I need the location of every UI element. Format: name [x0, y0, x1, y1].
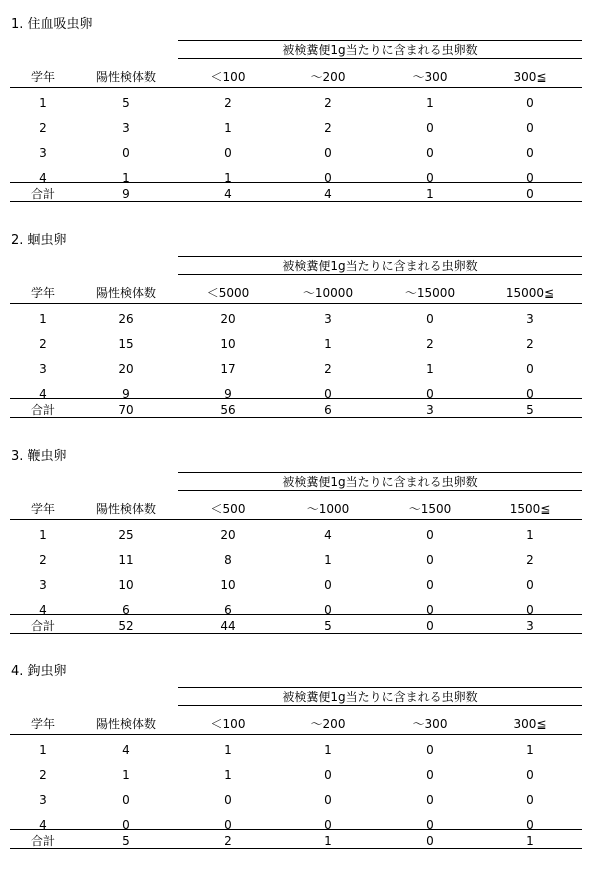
count-cell: 0: [122, 793, 130, 807]
total-cell: 3: [526, 619, 534, 633]
table-bottom-rule: [10, 848, 582, 849]
count-cell: 5: [122, 96, 130, 110]
total-cell: 0: [426, 834, 434, 848]
count-cell: 0: [224, 793, 232, 807]
count-cell: 2: [324, 121, 332, 135]
total-cell: 6: [324, 403, 332, 417]
total-cell: 44: [220, 619, 236, 633]
count-cell: 0: [426, 578, 434, 592]
count-cell: 0: [324, 818, 332, 832]
total-rule: [10, 182, 582, 183]
total-cell: 4: [224, 187, 232, 201]
count-cell: 20: [220, 312, 236, 326]
total-cell: 3: [426, 403, 434, 417]
egg-table-section: [0, 653, 592, 853]
count-cell: 11: [118, 553, 134, 567]
count-cell: 0: [426, 528, 434, 542]
grade-cell: 4: [39, 171, 47, 185]
count-cell: 0: [526, 603, 534, 617]
egg-table-section: [0, 6, 592, 206]
grade-cell: 2: [39, 121, 47, 135]
total-cell: 1: [324, 834, 332, 848]
count-cell: 0: [426, 146, 434, 160]
range-column-header: 15000≦: [505, 286, 555, 300]
total-label: 合計: [30, 403, 55, 417]
grade-cell: 1: [39, 528, 47, 542]
total-cell: 1: [426, 187, 434, 201]
header-rule: [10, 87, 582, 88]
grade-cell: 4: [39, 387, 47, 401]
range-column-header: ～1000: [306, 502, 350, 516]
grade-cell: 3: [39, 793, 47, 807]
count-cell: 0: [426, 553, 434, 567]
span-header-top-rule: [178, 256, 582, 257]
count-cell: 1: [324, 337, 332, 351]
count-cell: 1: [122, 171, 130, 185]
count-cell: 20: [118, 362, 134, 376]
span-header-top-rule: [178, 687, 582, 688]
span-header-label: 被検糞便1g当たりに含まれる虫卵数: [282, 259, 478, 273]
span-header-rule: [178, 490, 582, 491]
count-cell: 0: [324, 171, 332, 185]
header-rule: [10, 734, 582, 735]
table-bottom-rule: [10, 633, 582, 634]
count-cell: 0: [224, 146, 232, 160]
count-cell: 3: [122, 121, 130, 135]
section-title: 2. 蛔虫卵: [11, 233, 67, 248]
range-column-header: ～1500: [408, 502, 452, 516]
count-cell: 0: [426, 387, 434, 401]
span-header-rule: [178, 58, 582, 59]
count-cell: 0: [224, 818, 232, 832]
range-column-header: ＜5000: [206, 286, 250, 300]
count-cell: 0: [526, 578, 534, 592]
count-cell: 0: [324, 578, 332, 592]
total-label: 合計: [30, 619, 55, 633]
grade-column-header: 学年: [30, 286, 55, 300]
count-cell: 1: [122, 768, 130, 782]
grade-cell: 3: [39, 578, 47, 592]
header-rule: [10, 303, 582, 304]
grade-cell: 2: [39, 553, 47, 567]
range-column-header: ＜500: [210, 502, 246, 516]
count-cell: 0: [324, 146, 332, 160]
count-cell: 0: [426, 818, 434, 832]
total-cell: 0: [526, 187, 534, 201]
count-cell: 15: [118, 337, 134, 351]
count-cell: 3: [526, 312, 534, 326]
count-cell: 0: [526, 121, 534, 135]
count-cell: 8: [224, 553, 232, 567]
count-cell: 0: [122, 818, 130, 832]
count-cell: 1: [324, 553, 332, 567]
count-cell: 1: [526, 743, 534, 757]
span-header-top-rule: [178, 472, 582, 473]
span-header-label: 被検糞便1g当たりに含まれる虫卵数: [282, 475, 478, 489]
count-cell: 4: [122, 743, 130, 757]
count-cell: 1: [426, 96, 434, 110]
range-column-header: 300≦: [513, 717, 547, 731]
count-cell: 6: [224, 603, 232, 617]
count-cell: 0: [426, 743, 434, 757]
header-rule: [10, 519, 582, 520]
total-cell: 0: [426, 619, 434, 633]
count-cell: 0: [526, 362, 534, 376]
count-cell: 9: [122, 387, 130, 401]
count-cell: 2: [224, 96, 232, 110]
range-column-header: ＜100: [210, 70, 246, 84]
span-header-label: 被検糞便1g当たりに含まれる虫卵数: [282, 690, 478, 704]
range-column-header: ～300: [412, 717, 448, 731]
positive-count-column-header: 陽性検体数: [95, 70, 156, 84]
range-column-header: ＜100: [210, 717, 246, 731]
count-cell: 1: [224, 743, 232, 757]
grade-cell: 2: [39, 337, 47, 351]
section-title: 3. 鞭虫卵: [11, 449, 67, 464]
grade-cell: 1: [39, 743, 47, 757]
count-cell: 1: [224, 171, 232, 185]
grade-column-header: 学年: [30, 70, 55, 84]
total-cell: 1: [526, 834, 534, 848]
count-cell: 1: [224, 121, 232, 135]
count-cell: 1: [426, 362, 434, 376]
grade-cell: 1: [39, 312, 47, 326]
count-cell: 0: [526, 387, 534, 401]
count-cell: 4: [324, 528, 332, 542]
total-cell: 9: [122, 187, 130, 201]
range-column-header: ～200: [310, 717, 346, 731]
total-label: 合計: [30, 834, 55, 848]
grade-column-header: 学年: [30, 717, 55, 731]
count-cell: 0: [526, 818, 534, 832]
grade-cell: 4: [39, 818, 47, 832]
positive-count-column-header: 陽性検体数: [95, 502, 156, 516]
range-column-header: ～15000: [404, 286, 456, 300]
count-cell: 0: [526, 171, 534, 185]
range-column-header: 1500≦: [509, 502, 551, 516]
count-cell: 6: [122, 603, 130, 617]
count-cell: 0: [324, 387, 332, 401]
count-cell: 0: [324, 603, 332, 617]
count-cell: 17: [220, 362, 236, 376]
count-cell: 2: [426, 337, 434, 351]
count-cell: 3: [324, 312, 332, 326]
count-cell: 9: [224, 387, 232, 401]
count-cell: 0: [526, 793, 534, 807]
count-cell: 2: [526, 553, 534, 567]
total-cell: 52: [118, 619, 134, 633]
range-column-header: ～300: [412, 70, 448, 84]
count-cell: 10: [220, 337, 236, 351]
count-cell: 1: [526, 528, 534, 542]
total-cell: 4: [324, 187, 332, 201]
count-cell: 0: [526, 768, 534, 782]
table-bottom-rule: [10, 417, 582, 418]
span-header-rule: [178, 705, 582, 706]
grade-cell: 3: [39, 146, 47, 160]
count-cell: 0: [426, 121, 434, 135]
span-header-rule: [178, 274, 582, 275]
count-cell: 0: [426, 171, 434, 185]
count-cell: 26: [118, 312, 134, 326]
total-rule: [10, 829, 582, 830]
count-cell: 0: [122, 146, 130, 160]
span-header-top-rule: [178, 40, 582, 41]
span-header-label: 被検糞便1g当たりに含まれる虫卵数: [282, 43, 478, 57]
grade-cell: 3: [39, 362, 47, 376]
grade-cell: 2: [39, 768, 47, 782]
total-rule: [10, 398, 582, 399]
total-cell: 56: [220, 403, 236, 417]
count-cell: 0: [526, 96, 534, 110]
count-cell: 1: [324, 743, 332, 757]
grade-column-header: 学年: [30, 502, 55, 516]
total-cell: 5: [122, 834, 130, 848]
count-cell: 0: [324, 768, 332, 782]
count-cell: 25: [118, 528, 134, 542]
total-cell: 2: [224, 834, 232, 848]
range-column-header: 300≦: [513, 70, 547, 84]
count-cell: 2: [526, 337, 534, 351]
total-cell: 5: [526, 403, 534, 417]
count-cell: 0: [426, 768, 434, 782]
range-column-header: ～200: [310, 70, 346, 84]
count-cell: 0: [426, 793, 434, 807]
positive-count-column-header: 陽性検体数: [95, 717, 156, 731]
count-cell: 2: [324, 362, 332, 376]
grade-cell: 4: [39, 603, 47, 617]
count-cell: 10: [220, 578, 236, 592]
count-cell: 2: [324, 96, 332, 110]
section-title: 4. 鉤虫卵: [11, 664, 67, 679]
total-rule: [10, 614, 582, 615]
section-title: 1. 住血吸虫卵: [11, 17, 93, 32]
count-cell: 0: [426, 312, 434, 326]
positive-count-column-header: 陽性検体数: [95, 286, 156, 300]
total-cell: 70: [118, 403, 134, 417]
table-bottom-rule: [10, 201, 582, 202]
count-cell: 10: [118, 578, 134, 592]
count-cell: 0: [426, 603, 434, 617]
count-cell: 20: [220, 528, 236, 542]
total-cell: 5: [324, 619, 332, 633]
grade-cell: 1: [39, 96, 47, 110]
egg-table-section: [0, 438, 592, 638]
egg-table-section: [0, 222, 592, 422]
count-cell: 0: [324, 793, 332, 807]
total-label: 合計: [30, 187, 55, 201]
count-cell: 1: [224, 768, 232, 782]
count-cell: 0: [526, 146, 534, 160]
range-column-header: ～10000: [302, 286, 354, 300]
